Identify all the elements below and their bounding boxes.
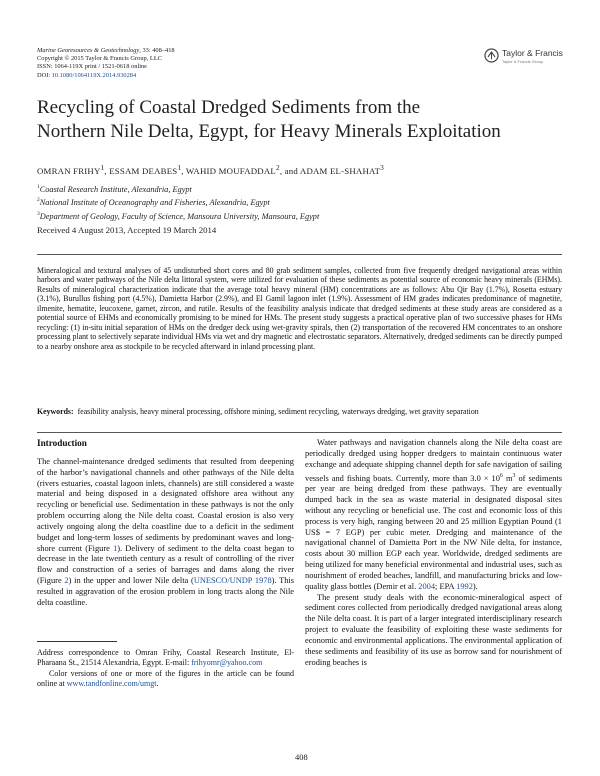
figure-1-link[interactable]: 1	[113, 543, 118, 553]
keywords-label: Keywords:	[37, 407, 74, 416]
citation-demir-link[interactable]: 2004	[418, 581, 436, 591]
citation-epa-link[interactable]: 1992	[456, 581, 473, 591]
journal-citation: Marine Georesources & Geotechnology, 33: 408–418	[37, 47, 175, 54]
dredging-paragraph: Water pathways and navigation channels along the Nile delta coast are periodically dredged using hopper dredgers to maintain continuous water exchange and adequate shipping channel depth for safe navigation of sailing vessels and fishing boats. Currently, more than $3.0 \times 10^6$ $m^3$ of sediments per year are being dredged from these pathways. They are eventually dumped back in the sea as waste material in designated disposal sites without any recycling or beneficial use. The cost and economic loss of this process is very high, ranging between 20 and 25 million Egyptian Pound (1 US$ = 7 EGP) per cubic meter. Dredging and maintenance of the navigational channel of Damietta Port in the NW Nile delta, for instance, costs about 30 million EGP each year. Worldwide, dredged sediments are being utilized for many beneficial environmental and industrial uses, such as nourishment of eroded beaches, landfill, and manufacturing bricks and low-quality glass bottles (Demir et al. 2004; EPA 1992).	[305, 438, 562, 591]
doi-line: DOI: 10.1080/1064119X.2014.930284	[37, 71, 137, 79]
email-link[interactable]: frihyomr@yahoo.com	[191, 658, 263, 668]
abstract: Mineralogical and textural analyses of 45 undisturbed short cores and 80 grab sediment samples, collected from five frequently dredged navigational areas within harbors and water pathways of the Nile delta littoral system, were utilized for evaluation of these sediments as potential source of economic heavy minerals (EHMs). Results of mineralogical characterization indicate that the average total heavy mineral (HM) concentrations are as follows: Abu Qir Bay (1.7%), Rosetta estuary (3.1%), Burullus fishing port (4.5%), Damietta Harbor (2.9%), and El Gamil lagoon inlet (1.9%). Assessment of HM grades indicates predominance of magnetite, ilmenite, hematite, leucoxene, garnet, zircon, and rutile. Results of the feasibility analysis indicate that dredged sediments at these study areas are considered as a potential source of EHMs and economically promising to be mined for HMs. The present study suggests a practical operative plan of two successive phases for HMs recycling: (1) in-situ initial separation of HMs on the dredger deck using wet-gravity spirals, then (2) transportation of the recovered HM concentrates to an onshore processing plant to selectively separate individual HMs via wet and dry magnetic and electrostatic separators. Alternatively, dredged sediments can be directly pumped to a nearby onshore area as stockpile to be recycled afterward in inland processing plant.	[37, 266, 562, 351]
publisher-logo-icon	[484, 48, 499, 63]
color-version-note: Color versions of one or more of the figures in the article can be found online at www.tandfonline.com/umgt.	[37, 668, 294, 689]
affiliation-1: $^1$Coastal Research Institute, Alexandria, Egypt	[37, 184, 192, 194]
abstract-top-rule	[37, 254, 562, 255]
right-column	[305, 438, 562, 669]
figure-2-link[interactable]: 2	[64, 576, 69, 586]
doi-link[interactable]: 10.1080/1064119X.2014.930284	[51, 71, 137, 79]
keywords	[37, 407, 562, 416]
affiliation-2: $^2$National Institute of Oceanography and Fisheries, Alexandria, Egypt	[37, 197, 270, 208]
study-paragraph: The present study deals with the economic-mineralogical aspect of sediment cores collected from periodically dredged navigational areas along the Nile delta coast. It is part of a larger integrated interdisciplinary research project to evaluate the feasibility of exploiting these waste sediments for economic and environmental applications. The environmental application of these sediments and feasibility of its use as borrow sand for nourishment of eroding beaches is	[305, 592, 562, 667]
article-title: Recycling of Coastal Dredged Sediments from the Northern Nile Delta, Egypt, for Heavy Minerals Exploitation	[37, 97, 501, 142]
author-list: OMRAN FRIHY$^1$, ESSAM DEABES$^1$, WAHID MOUFADDAL$^2$, and ADAM EL-SHAHAT$^3$	[37, 163, 385, 176]
publisher-logo-subtext: Taylor & Francis Group	[502, 59, 543, 64]
abstract-bottom-rule	[37, 432, 562, 433]
affiliation-3: $^3$Department of Geology, Faculty of Science, Mansoura University, Mansoura, Egypt	[37, 210, 320, 221]
journal-url-link[interactable]: www.tandfonline.com/umgt	[66, 679, 157, 689]
page-number: 408	[295, 752, 308, 762]
citation-unesco-link[interactable]: UNESCO/UNDP 1978	[193, 576, 272, 586]
correspondence-note: Address correspondence to Omran Frihy, Coastal Research Institute, El-Pharaana St., 21514 Alexandria, Egypt. E-mail: frihyomr@yahoo.com	[37, 648, 294, 668]
received-date: Received 4 August 2013, Accepted 19 March 2014	[37, 225, 217, 235]
footnote-rule	[37, 641, 117, 642]
keywords-text: feasibility analysis, heavy mineral processing, offshore mining, sediment recycling, waterways dredging, wet gravity separation	[77, 407, 479, 416]
left-column	[37, 438, 294, 609]
copyright-line: Copyright © 2015 Taylor & Francis Group, LLC	[37, 55, 162, 63]
publisher-logo	[484, 48, 564, 70]
journal-meta	[37, 47, 175, 80]
section-heading-introduction: Introduction	[37, 438, 87, 448]
publisher-logo-text: Taylor & Francis	[502, 48, 563, 58]
affiliations	[37, 182, 319, 222]
issn-line: ISSN: 1064-119X print / 1521-0618 online	[37, 63, 147, 71]
footnote	[37, 648, 294, 690]
intro-paragraph: The channel-maintenance dredged sediments that resulted from deepening of the harbor’s navigational channels and other pathways of the Nile delta (rivers estuaries, coastal lagoon inlets, channels) are still considered a waste material and being disposed in a designated offshore area without any recycling or beneficial use. Sedimentation in these pathways is not the only problem occurring along the Nile delta coast. Coastal erosion is also very actively ongoing along the delta coastline due to a deficit in the sediment budget and long-term losses of sediments by predominant waves and long-shore current (Figure 1). Delivery of sediment to the delta coast began to decrease in the late twentieth century as a result of controlling of the river flow and construction of a series of barrages and dams along the river (Figure 2) in the upper and lower Nile delta (UNESCO/UNDP 1978). This resulted in aggravation of the erosion problem in long tracts along the Nile delta coastline.	[37, 456, 295, 607]
